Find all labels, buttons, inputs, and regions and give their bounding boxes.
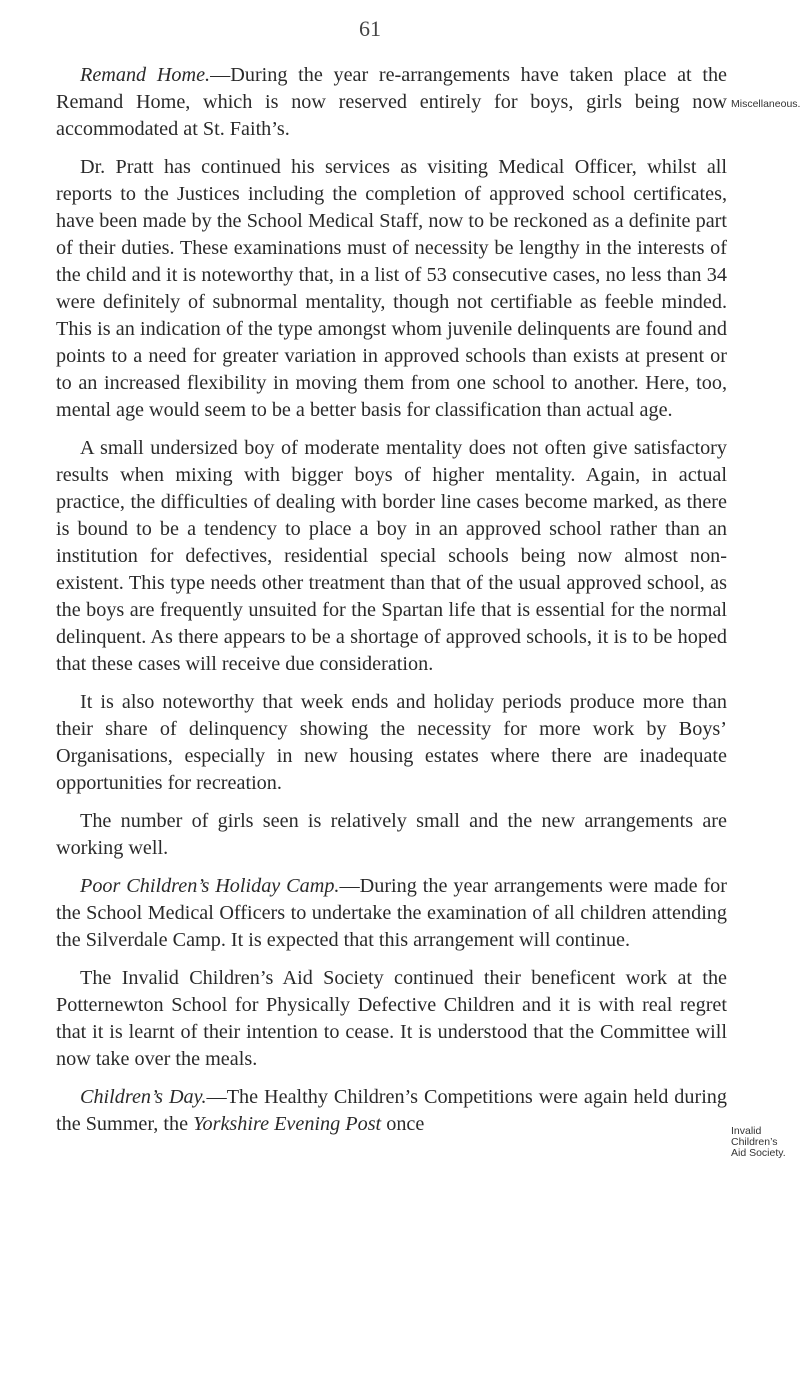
paragraph-childrens-day	[56, 1084, 727, 1138]
page-body	[56, 62, 727, 1142]
margin-note-invalid-line2: Children’s	[731, 1136, 778, 1148]
paragraph-holiday-camp	[56, 873, 727, 954]
holiday-camp-heading: Poor Children’s Holiday Camp.	[80, 875, 340, 897]
margin-note-invalid-line1: Invalid	[731, 1125, 762, 1137]
margin-note-invalid-childrens-aid-society	[731, 1126, 801, 1159]
page-number: 61	[359, 16, 381, 41]
paragraph-invalid-childrens-aid: The Invalid Children’s Aid Society continued their beneficent work at the Potternewton School for Physically Defective Children and it is with real regret that it is learnt of their intention to cease. It is understood that the Committee will now take over the meals.	[56, 967, 727, 1070]
paragraph-dr-pratt: Dr. Pratt has continued his services as visiting Medical Officer, whilst all reports to the Justices including the completion of approved school certificates, have been made by the School Medical Staff, now to be reckoned as a definite part of their duties. These examinations must of necessity be lengthy in the interests of the child and it is noteworthy that, in a list of 53 consecutive cases, no less than 34 were definitely of subnormal mentality, though not certifiable as feeble minded. This is an indication of the type amongst whom juvenile delinquents are found and points to a need for greater variation in approved schools than exists at present or to an increased flexibility in moving them from one school to another. Here, too, mental age would seem to be a better basis for classification than actual age.	[56, 156, 727, 421]
paragraph-remand-home	[56, 62, 727, 143]
margin-note-invalid-line3: Aid Society.	[731, 1147, 786, 1159]
childrens-day-text-a: —The Healthy Children’s Competitions were again held during the Summer, the	[56, 1086, 727, 1135]
paragraph-girls: The number of girls seen is relatively small and the new arrangements are working well.	[56, 810, 727, 859]
remand-home-heading: Remand Home.	[80, 64, 211, 86]
margin-note-miscellaneous-text: Miscellaneous.	[731, 98, 801, 110]
paragraph-undersized-boy: A small undersized boy of moderate mentality does not often give satisfactory results when mixing with bigger boys of higher mentality. Again, in actual practice, the difficulties of dealing with border line cases become marked, as there is bound to be a tendency to place a boy in an approved school rather than an institution for defectives, residential special schools being now almost non-existent. This type needs other treatment than that of the usual approved school, as the boys are frequently unsuited for the Spartan life that is essential for the normal delinquent. As there appears to be a shortage of approved schools, it is to be hoped that these cases will receive due consideration.	[56, 437, 727, 675]
holiday-camp-text: —During the year arrangements were made for the School Medical Officers to undertake the examination of all children attending the Silverdale Camp. It is expected that this arrangement will continue.	[56, 875, 727, 951]
childrens-day-heading: Children’s Day.	[80, 1086, 207, 1108]
paragraph-week-ends: It is also noteworthy that week ends and holiday periods produce more than their share of delinquency showing the necessity for more work by Boys’ Organisations, especially in new housing estates where there are inadequate opportunities for recreation.	[56, 691, 727, 794]
margin-note-miscellaneous	[731, 99, 801, 110]
childrens-day-text-b: once	[381, 1113, 425, 1135]
childrens-day-newspaper-title: Yorkshire Evening Post	[193, 1113, 382, 1135]
remand-home-text: —During the year re-arrangements have taken place at the Remand Home, which is now reserved entirely for boys, girls being now accommodated at St. Faith’s.	[56, 64, 727, 140]
